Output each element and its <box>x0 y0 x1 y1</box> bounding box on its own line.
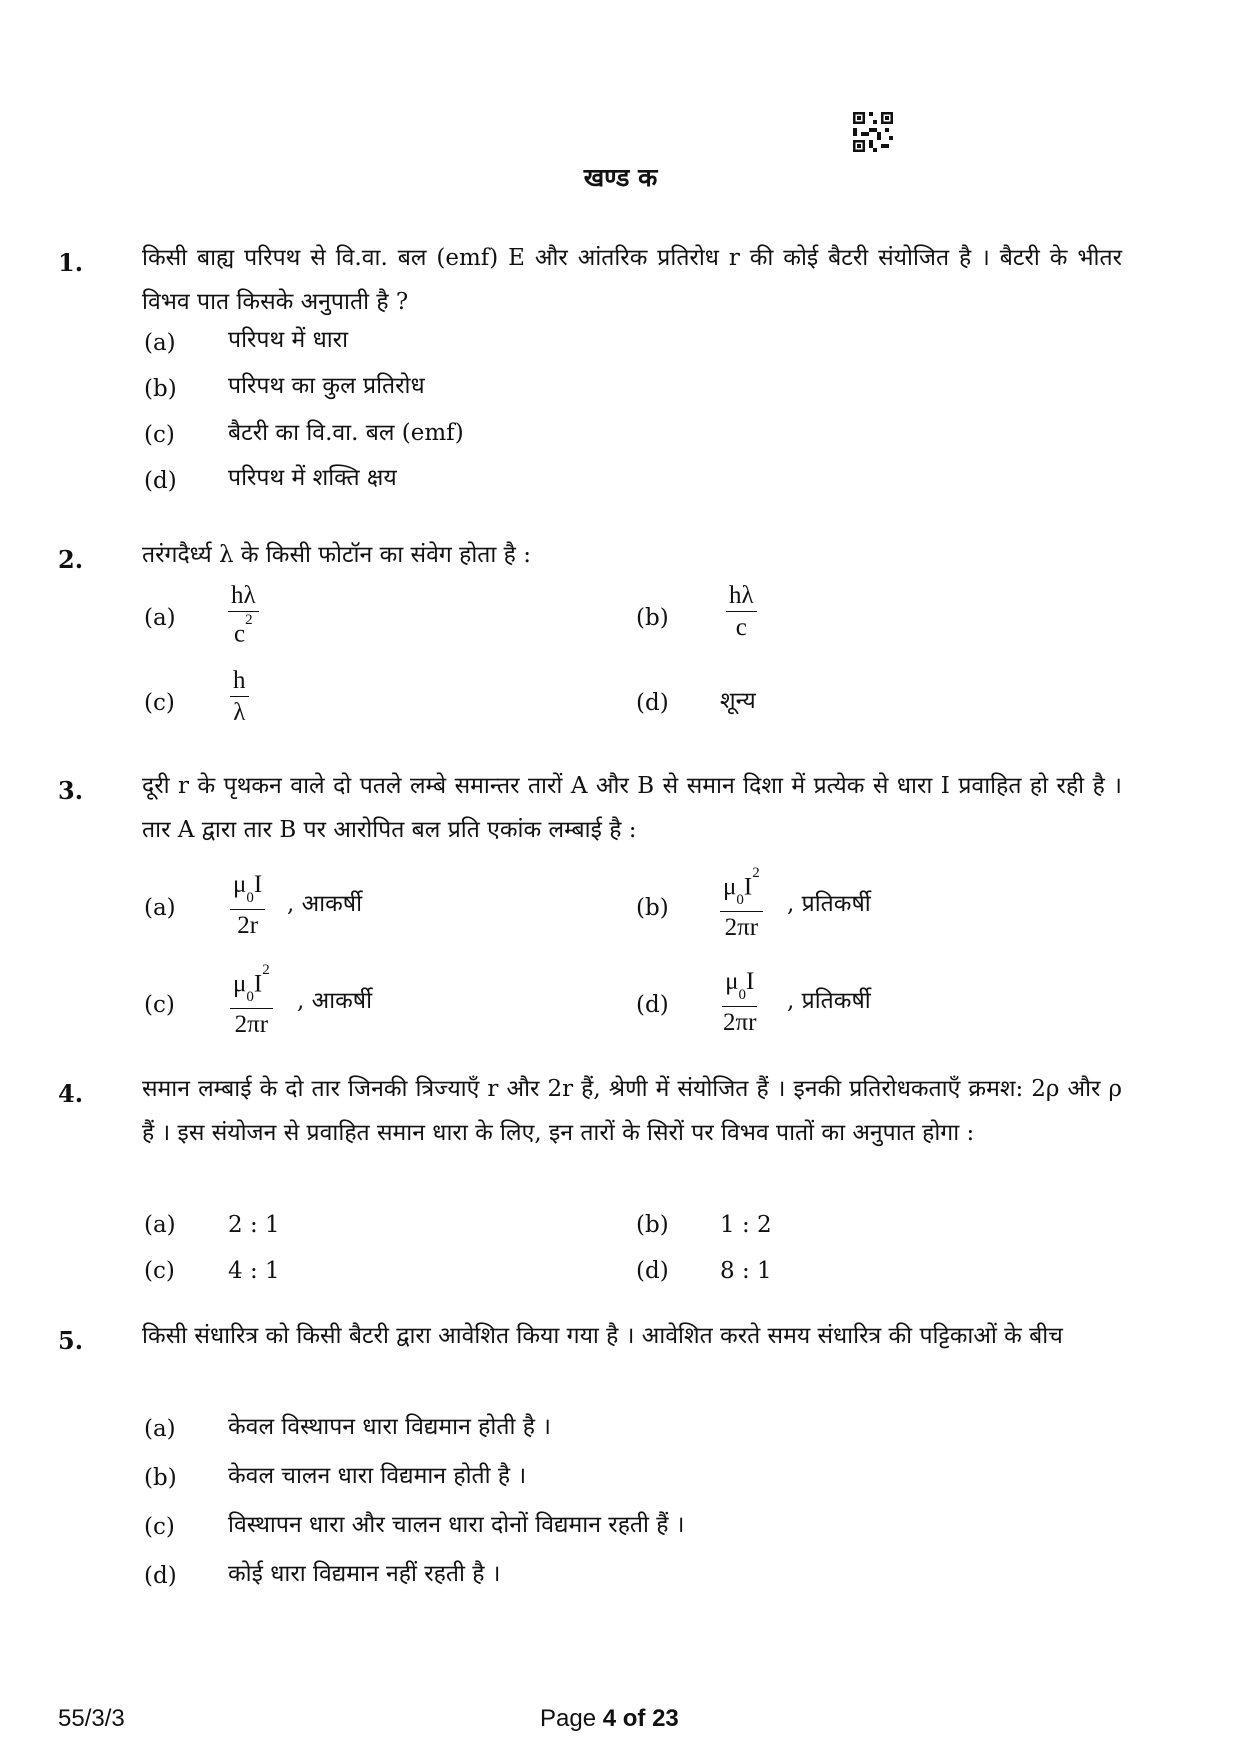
option-text: विस्थापन धारा और चालन धारा दोनों विद्यमान रहती हैं । <box>228 1512 685 1538</box>
fraction-numerator: hλ <box>228 583 259 612</box>
option-text: शून्य <box>720 688 756 714</box>
fraction-expression <box>228 583 259 647</box>
paper-code: 55/3/3 <box>58 1705 125 1732</box>
question-number: 2. <box>58 545 84 574</box>
option-label: (c) <box>144 422 175 448</box>
fraction-denominator: 2πr <box>234 1011 269 1039</box>
variable: I <box>746 968 755 995</box>
option-label: (b) <box>144 376 177 402</box>
option-text: केवल चालन धारा विद्यमान होती है । <box>228 1463 527 1489</box>
page-total: 23 <box>652 1705 679 1732</box>
question-number: 3. <box>58 776 84 805</box>
option-text: 8 : 1 <box>720 1258 772 1284</box>
option-text: कोई धारा विद्यमान नहीं रहती है । <box>228 1561 501 1587</box>
fraction-expression <box>720 969 759 1036</box>
option-text: , आकर्षी <box>297 988 373 1014</box>
fraction-denominator: c <box>735 614 747 641</box>
option-label: (a) <box>144 330 176 356</box>
subscript: 0 <box>736 892 744 909</box>
section-title: खण्ड क <box>583 163 658 192</box>
mu-symbol: μ <box>725 968 739 995</box>
question-number: 1. <box>58 248 84 277</box>
denominator-base: c <box>234 620 246 648</box>
option-label: (d) <box>636 1258 669 1284</box>
question-number: 4. <box>58 1079 84 1108</box>
option-label: (b) <box>144 1465 177 1491</box>
option-label: (c) <box>144 1514 175 1540</box>
exponent: 2 <box>752 865 760 881</box>
option-label: (d) <box>636 690 669 716</box>
option-label: (c) <box>144 992 175 1018</box>
option-label: (c) <box>144 1258 175 1284</box>
option-label: (d) <box>636 992 669 1018</box>
option-text: केवल विस्थापन धारा विद्यमान होती है । <box>228 1414 551 1440</box>
subscript: 0 <box>246 890 254 906</box>
option-label: (a) <box>144 1416 176 1442</box>
fraction-numerator: h <box>230 668 249 697</box>
fraction-expression <box>230 872 265 939</box>
variable: I <box>253 970 263 998</box>
option-text: परिपथ का कुल प्रतिरोध <box>228 373 425 399</box>
fraction-numerator <box>230 962 273 1009</box>
variable: I <box>743 873 753 901</box>
page-number <box>540 1705 679 1733</box>
fraction-expression <box>230 668 249 726</box>
option-label: (a) <box>144 895 176 921</box>
fraction-numerator: hλ <box>726 583 757 612</box>
question-text: किसी संधारित्र को किसी बैटरी द्वारा आवेशित किया गया है । आवेशित करते समय संधारित्र की पट्टिकाओं के बीच <box>142 1323 1063 1349</box>
fraction-expression <box>726 583 757 641</box>
fraction-denominator: 2r <box>237 912 259 939</box>
option-label: (b) <box>636 1212 669 1238</box>
page-of-label: of <box>616 1705 653 1732</box>
question-text: दूरी r के पृथकन वाले दो पतले लम्बे समान्तर तारों A और B से समान दिशा में प्रत्येक से धारा I प्रवाहित हो रही है । तार A द्वारा तार B पर आरोपित बल प्रति एकांक लम्बाई है : <box>142 773 1122 843</box>
fraction-numerator <box>230 872 265 910</box>
question-text: समान लम्बाई के दो तार जिनकी त्रिज्याएँ r और 2r हैं, श्रेणी में संयोजित हैं । इनकी प्रतिरोधकताएँ क्रमश: 2ρ और ρ हैं । इस संयोजन से प्रवाहित समान धारा के लिए, इन तारों के सिरों पर विभव पातों का अनुपात होगा : <box>142 1076 1122 1146</box>
fraction-denominator <box>231 612 256 647</box>
qr-code-image <box>853 112 893 152</box>
option-text: , प्रतिकर्षी <box>787 891 871 917</box>
option-text: , प्रतिकर्षी <box>787 988 871 1014</box>
mu-symbol: μ <box>723 873 737 901</box>
question-text: तरंगदैर्ध्य λ के किसी फोटॉन का संवेग होता है : <box>142 542 531 568</box>
variable: I <box>253 871 263 898</box>
option-label: (b) <box>636 605 669 631</box>
fraction-denominator: λ <box>233 699 246 726</box>
mu-symbol: μ <box>233 871 247 898</box>
option-label: (a) <box>144 605 176 631</box>
option-text: बैटरी का वि.वा. बल (emf) <box>228 420 464 446</box>
option-text: 1 : 2 <box>720 1212 772 1238</box>
fraction-expression <box>230 962 273 1039</box>
option-label: (a) <box>144 1212 176 1238</box>
page-label: Page <box>540 1705 603 1732</box>
option-label: (b) <box>636 895 669 921</box>
option-label: (c) <box>144 690 175 716</box>
fraction-numerator <box>722 969 757 1007</box>
option-label: (d) <box>144 468 177 494</box>
option-text: , आकर्षी <box>287 891 363 917</box>
fraction-denominator: 2πr <box>723 1009 757 1036</box>
exponent: 2 <box>245 612 253 628</box>
page-current: 4 <box>602 1705 617 1732</box>
fraction-denominator: 2πr <box>724 914 759 942</box>
option-text: 2 : 1 <box>228 1212 280 1238</box>
subscript: 0 <box>738 987 747 1003</box>
subscript: 0 <box>246 989 254 1006</box>
option-text: परिपथ में शक्ति क्षय <box>228 465 397 491</box>
question-text: किसी बाह्य परिपथ से वि.वा. बल (emf) E और आंतरिक प्रतिरोध r की कोई बैटरी संयोजित है । बैटरी के भीतर विभव पात किसके अनुपाती है ? <box>142 245 1122 315</box>
fraction-numerator <box>720 865 763 912</box>
mu-symbol: μ <box>233 970 247 998</box>
exponent: 2 <box>262 962 270 978</box>
fraction-expression <box>720 865 763 942</box>
option-text: 4 : 1 <box>228 1258 280 1284</box>
option-text: परिपथ में धारा <box>228 327 349 353</box>
question-number: 5. <box>58 1326 84 1355</box>
option-label: (d) <box>144 1563 177 1589</box>
